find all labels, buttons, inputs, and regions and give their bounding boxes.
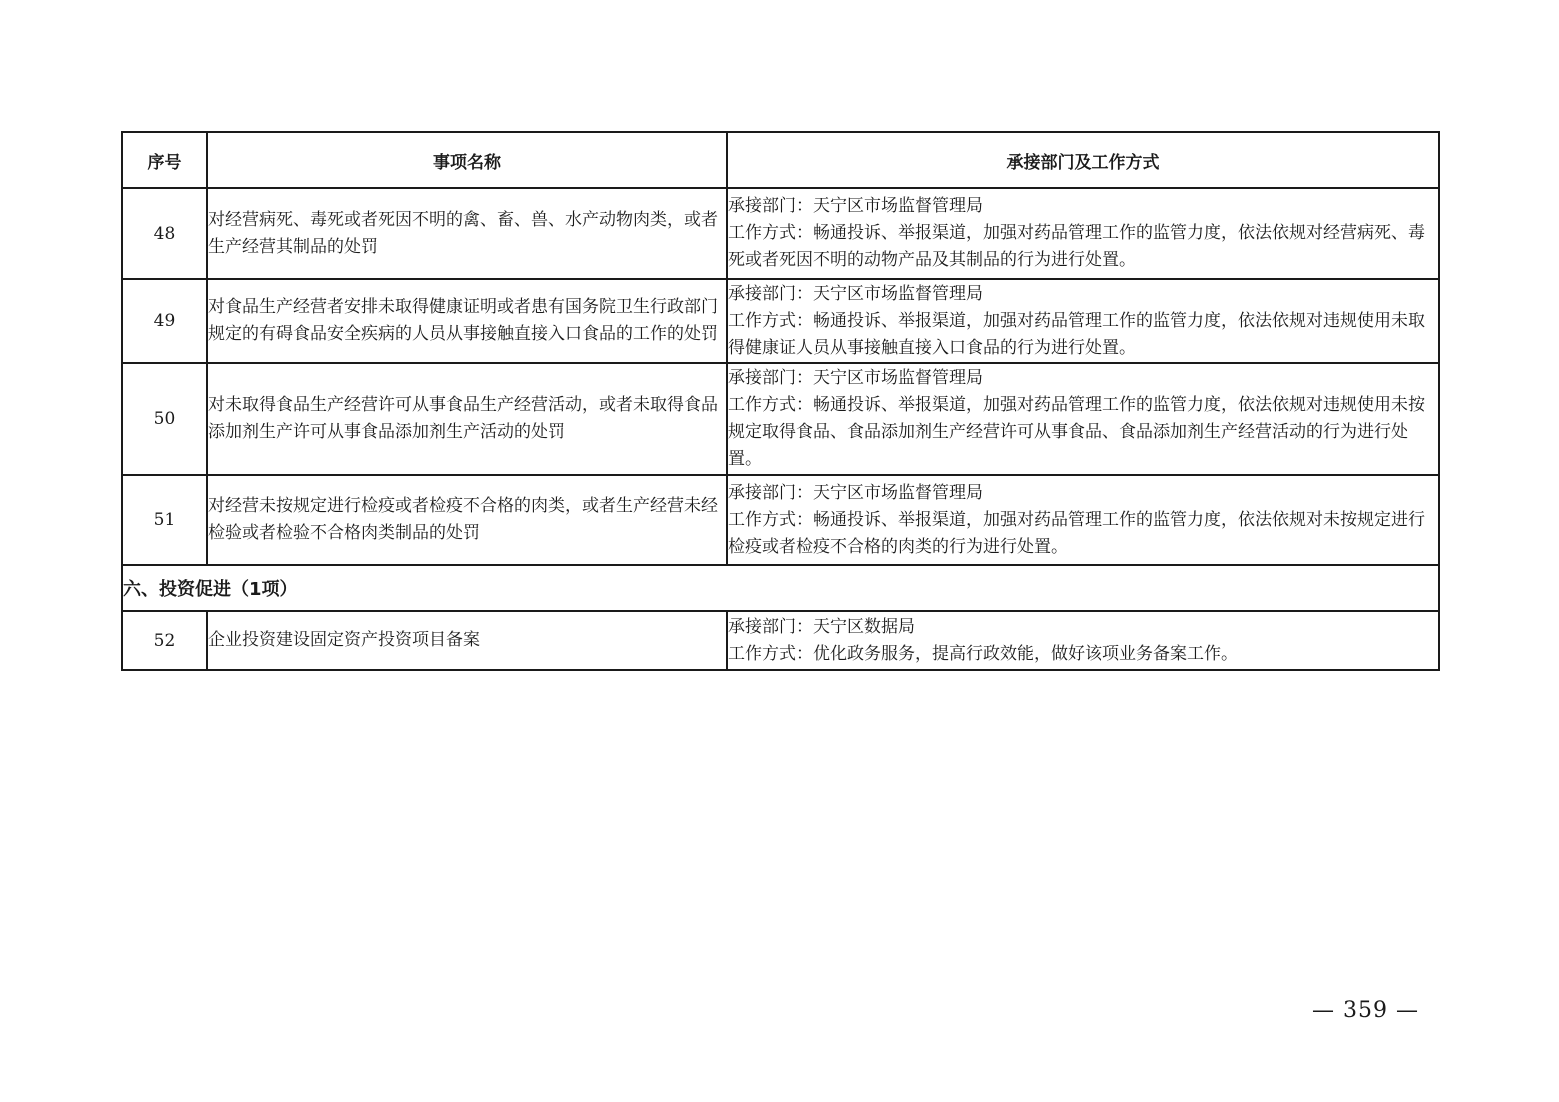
- row-seq: 51: [122, 475, 207, 565]
- row-name: 对未取得食品生产经营许可从事食品生产经营活动，或者未取得食品添加剂生产许可从事食品添加剂生产活动的处罚: [207, 363, 727, 475]
- row-seq: 50: [122, 363, 207, 475]
- row-name: 对经营未按规定进行检疫或者检疫不合格的肉类，或者生产经营未经检验或者检验不合格肉类制品的处罚: [207, 475, 727, 565]
- section-row: [122, 565, 1439, 611]
- method-line: 工作方式：畅通投诉、举报渠道，加强对药品管理工作的监管力度，依法依规对经营病死、毒死或者死因不明的动物产品及其制品的行为进行处置。: [728, 223, 1425, 270]
- header-seq: 序号: [122, 132, 207, 188]
- row-seq: 52: [122, 611, 207, 670]
- dept-line: 承接部门：天宁区市场监督管理局: [728, 196, 983, 216]
- method-line: 工作方式：畅通投诉、举报渠道，加强对药品管理工作的监管力度，依法依规对违规使用未按规定取得食品、食品添加剂生产经营许可从事食品、食品添加剂生产经营活动的行为进行处置。: [728, 395, 1425, 469]
- method-line: 工作方式：畅通投诉、举报渠道，加强对药品管理工作的监管力度，依法依规对未按规定进行检疫或者检疫不合格的肉类的行为进行处置。: [728, 509, 1425, 557]
- table-row: [122, 611, 1439, 670]
- row-seq: 49: [122, 279, 207, 363]
- section-title: 六、投资促进（1项）: [122, 565, 1439, 611]
- table-row: [122, 279, 1439, 363]
- row-seq: 48: [122, 188, 207, 279]
- method-line: 工作方式：畅通投诉、举报渠道，加强对药品管理工作的监管力度，依法依规对违规使用未取得健康证人员从事接触直接入口食品的行为进行处置。: [728, 310, 1425, 358]
- row-dept: [727, 188, 1439, 279]
- table-row: [122, 188, 1439, 279]
- page-number: — 359 —: [1312, 998, 1419, 1023]
- matters-table: [121, 131, 1440, 671]
- row-name: 对经营病死、毒死或者死因不明的禽、畜、兽、水产动物肉类，或者生产经营其制品的处罚: [207, 188, 727, 279]
- table-row: [122, 475, 1439, 565]
- table-row: [122, 363, 1439, 475]
- row-name: 企业投资建设固定资产投资项目备案: [207, 611, 727, 670]
- dept-line: 承接部门：天宁区数据局: [728, 616, 915, 637]
- table-header-row: [122, 132, 1439, 188]
- method-line: 工作方式：优化政务服务，提高行政效能，做好该项业务备案工作。: [728, 643, 1238, 664]
- dept-line: 承接部门：天宁区市场监督管理局: [728, 482, 983, 503]
- row-dept: [727, 475, 1439, 565]
- row-dept: [727, 279, 1439, 363]
- header-dept: 承接部门及工作方式: [727, 132, 1439, 188]
- row-dept: [727, 363, 1439, 475]
- dept-line: 承接部门：天宁区市场监督管理局: [728, 283, 983, 304]
- header-name: 事项名称: [207, 132, 727, 188]
- row-dept: [727, 611, 1439, 670]
- dept-line: 承接部门：天宁区市场监督管理局: [728, 368, 983, 388]
- row-name: 对食品生产经营者安排未取得健康证明或者患有国务院卫生行政部门规定的有碍食品安全疾病的人员从事接触直接入口食品的工作的处罚: [207, 279, 727, 363]
